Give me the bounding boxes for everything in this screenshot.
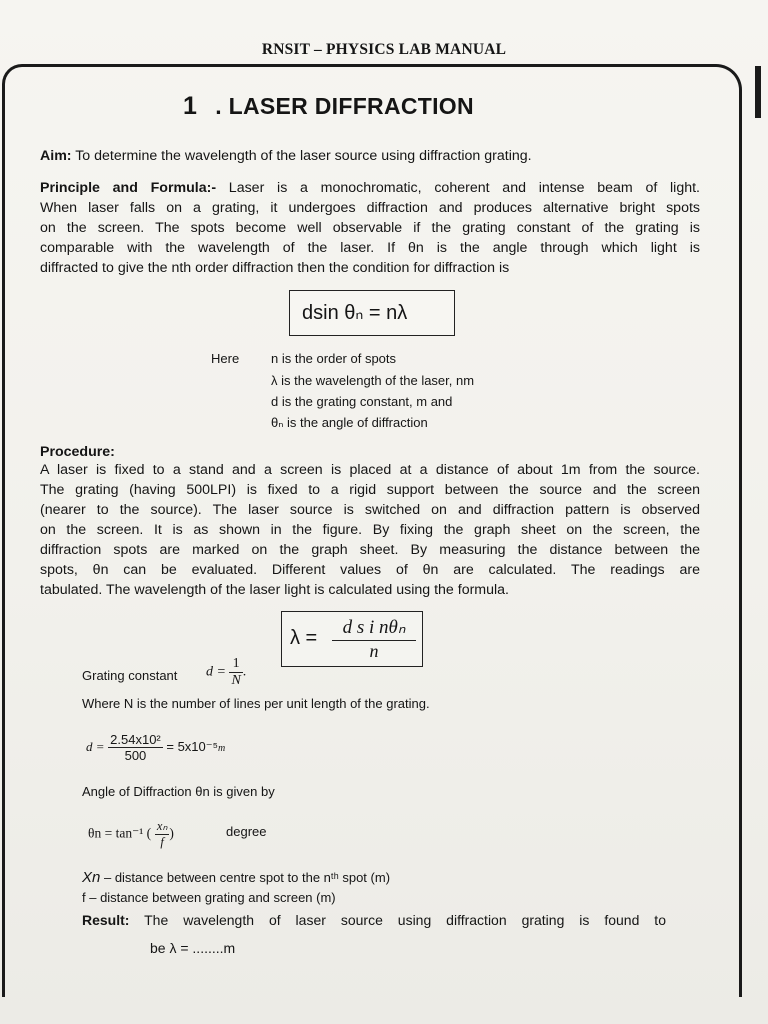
principle-line-4: comparable with the wavelength of the laser. If θn is the angle through which light is <box>40 240 700 256</box>
procedure-line-6: spots, θn can be evaluated. Different values of θn are calculated. The readings are <box>40 562 700 578</box>
procedure-heading: Procedure: <box>40 444 115 460</box>
definition-lambda: λ is the wavelength of the laser, nm <box>271 373 475 388</box>
definition-theta: θₙ is the angle of diffraction <box>271 415 428 430</box>
grating-constant-label: Grating constant <box>82 668 178 683</box>
procedure-line-5: diffraction spots are marked on the graph sheet. By measuring the distance between the <box>40 542 700 558</box>
aim-label: Aim: <box>40 148 72 164</box>
procedure-line-4: on the screen. It is as shown in the figure. By fixing the graph sheet on the screen, the <box>40 522 700 538</box>
xn-text: – distance between centre spot to the nᵗʰ spot (m) <box>100 870 391 885</box>
principle-line-2: When laser falls on a grating, it undergoes diffraction and produces alternative bright spots <box>40 200 700 216</box>
d-calc-result: = 5x10⁻⁵ <box>166 738 219 754</box>
where-n-text: Where N is the number of lines per unit length of the grating. <box>82 696 430 711</box>
here-label: Here <box>211 351 240 366</box>
principle-text-1: Laser is a monochromatic, coherent and intense beam of light. <box>216 180 700 196</box>
definition-n: n is the order of spots <box>271 351 397 366</box>
xn-symbol: Xn <box>82 869 101 886</box>
angle-formula-lhs: θn = tan⁻¹ ( <box>88 825 152 841</box>
experiment-number: 1 <box>183 92 198 120</box>
procedure-label <box>40 443 115 463</box>
result-label: Result: <box>82 912 130 928</box>
experiment-title-text: . LASER DIFFRACTION <box>215 93 474 119</box>
right-edge-mark <box>755 66 761 118</box>
experiment-title <box>183 92 474 121</box>
d-calc-fraction <box>108 732 163 763</box>
f-definition: f – distance between grating and screen (m) <box>82 890 336 905</box>
diffraction-condition-box <box>289 290 455 336</box>
angle-of-diffraction-label: Angle of Diffraction θn is given by <box>82 784 275 799</box>
wavelength-denominator: n <box>369 641 379 661</box>
procedure-line-2: The grating (having 500LPI) is fixed to a rigid support between the source and the screen <box>40 482 700 498</box>
grating-constant-fraction <box>229 656 242 689</box>
wavelength-lhs: λ = <box>290 627 318 649</box>
procedure-line-1: A laser is fixed to a stand and a screen is placed at a distance of about 1m from the source. <box>40 462 700 478</box>
angle-formula-fraction <box>155 818 170 850</box>
aim-text: To determine the wavelength of the laser source using diffraction grating. <box>71 148 532 164</box>
angle-formula <box>88 818 174 850</box>
d-calc-unit: m <box>218 742 226 754</box>
grating-constant-lhs: d = <box>206 664 226 680</box>
procedure-line-7: tabulated. The wavelength of the laser light is calculated using the formula. <box>40 582 509 598</box>
d-calculation <box>86 732 225 763</box>
d-calc-denominator: 500 <box>124 748 147 763</box>
principle-label: Principle and Formula:- <box>40 180 217 196</box>
d-calc-lhs: d = <box>86 738 105 754</box>
grating-constant-tail: . <box>242 664 247 680</box>
angle-formula-denominator: f <box>160 835 164 849</box>
diffraction-condition-formula: dsin θₙ = nλ <box>302 302 408 324</box>
angle-formula-numerator: xₙ <box>156 819 168 833</box>
angle-formula-close: ) <box>169 825 174 841</box>
grating-constant-denominator: N <box>231 673 241 688</box>
principle-line-3: on the screen. The spots become well observable if the grating constant of the grating is <box>40 220 700 236</box>
procedure-line-3: (nearer to the source). The laser source is switched on and diffraction pattern is observed <box>40 502 700 518</box>
wavelength-formula-box <box>281 611 423 667</box>
grating-constant-formula <box>206 656 246 689</box>
principle-line-5: diffracted to give the nth order diffraction then the condition for diffraction is <box>40 260 510 276</box>
result-line-1 <box>82 912 666 928</box>
result-line-2: be λ = ........m <box>150 940 236 956</box>
definition-d: d is the grating constant, m and <box>271 394 453 409</box>
grating-constant-numerator: 1 <box>229 656 242 673</box>
angle-formula-unit: degree <box>226 824 267 839</box>
wavelength-fraction <box>332 616 416 662</box>
xn-definition <box>82 869 390 887</box>
aim-line <box>40 147 532 167</box>
principle-line-1 <box>40 179 700 199</box>
wavelength-numerator: d s i nθₙ <box>332 616 416 641</box>
d-calc-numerator: 2.54x10² <box>110 732 161 747</box>
result-text: The wavelength of laser source using diffraction grating is found to <box>129 912 666 928</box>
page-header: RNSIT – PHYSICS LAB MANUAL <box>261 41 507 58</box>
